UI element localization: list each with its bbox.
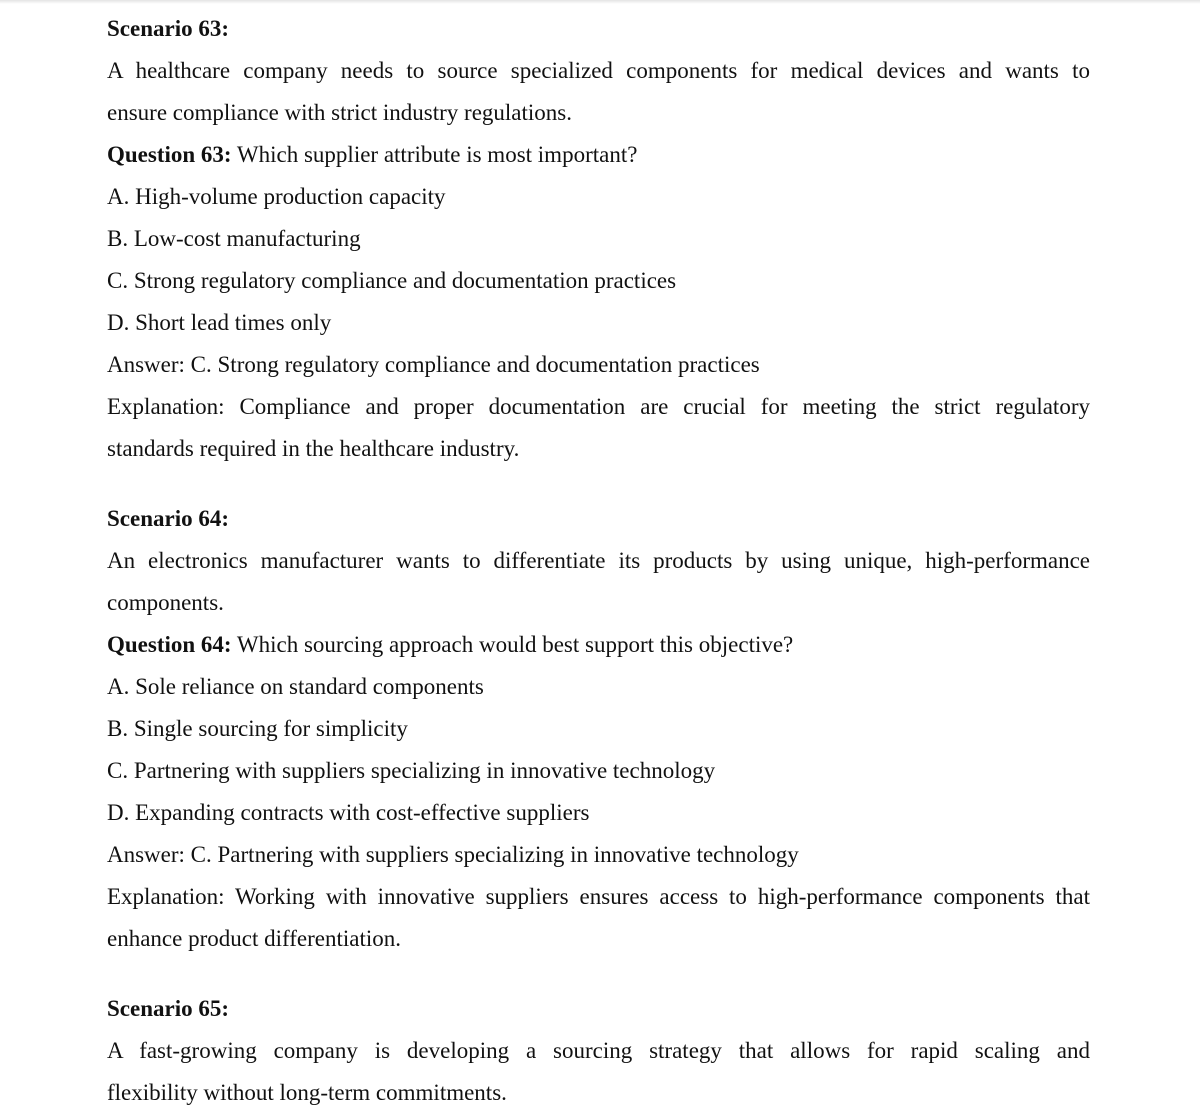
scenario-description-line: components. bbox=[107, 590, 224, 615]
question-text: Which sourcing approach would best support this objective? bbox=[231, 632, 794, 657]
scenario-63 bbox=[107, 8, 1090, 470]
question-line bbox=[107, 624, 1090, 666]
question-label: Question 64: bbox=[107, 632, 232, 657]
question-text: Which supplier attribute is most important? bbox=[231, 142, 638, 167]
option-b: B. Single sourcing for simplicity bbox=[107, 716, 408, 741]
explanation-line: enhance product differentiation. bbox=[107, 926, 401, 951]
answer-line: Answer: C. Partnering with suppliers specializing in innovative technology bbox=[107, 842, 799, 867]
scenario-description-line: A fast-growing company is developing a sourcing strategy that allows for rapid scaling and bbox=[107, 1038, 1090, 1063]
document-page bbox=[107, 8, 1090, 1114]
scenario-65 bbox=[107, 988, 1090, 1114]
question-label: Question 63: bbox=[107, 142, 232, 167]
scenario-description-line: flexibility without long-term commitments. bbox=[107, 1080, 507, 1105]
scenario-description-line: A healthcare company needs to source specialized components for medical devices and wants to bbox=[107, 58, 1090, 83]
option-a: A. High-volume production capacity bbox=[107, 184, 446, 209]
scenario-heading: Scenario 63: bbox=[107, 16, 230, 41]
question-line bbox=[107, 134, 1090, 176]
option-d: D. Short lead times only bbox=[107, 310, 332, 335]
scenario-heading: Scenario 64: bbox=[107, 506, 230, 531]
option-c: C. Strong regulatory compliance and documentation practices bbox=[107, 268, 677, 293]
scenario-heading: Scenario 65: bbox=[107, 996, 230, 1021]
section-spacer bbox=[107, 470, 1090, 498]
option-c: C. Partnering with suppliers specializing in innovative technology bbox=[107, 758, 716, 783]
answer-line: Answer: C. Strong regulatory compliance and documentation practices bbox=[107, 352, 760, 377]
scenario-description-line: An electronics manufacturer wants to differentiate its products by using unique, high-performance bbox=[107, 548, 1090, 573]
section-spacer bbox=[107, 960, 1090, 988]
option-a: A. Sole reliance on standard components bbox=[107, 674, 484, 699]
viewer-top-edge bbox=[0, 0, 1200, 4]
scenario-description-line: ensure compliance with strict industry regulations. bbox=[107, 100, 572, 125]
explanation-line: Explanation: Working with innovative suppliers ensures access to high-performance components that bbox=[107, 884, 1090, 909]
explanation-line: Explanation: Compliance and proper documentation are crucial for meeting the strict regulatory bbox=[107, 394, 1090, 419]
explanation-line: standards required in the healthcare industry. bbox=[107, 436, 520, 461]
option-b: B. Low-cost manufacturing bbox=[107, 226, 361, 251]
scenario-64 bbox=[107, 498, 1090, 960]
option-d: D. Expanding contracts with cost-effective suppliers bbox=[107, 800, 590, 825]
